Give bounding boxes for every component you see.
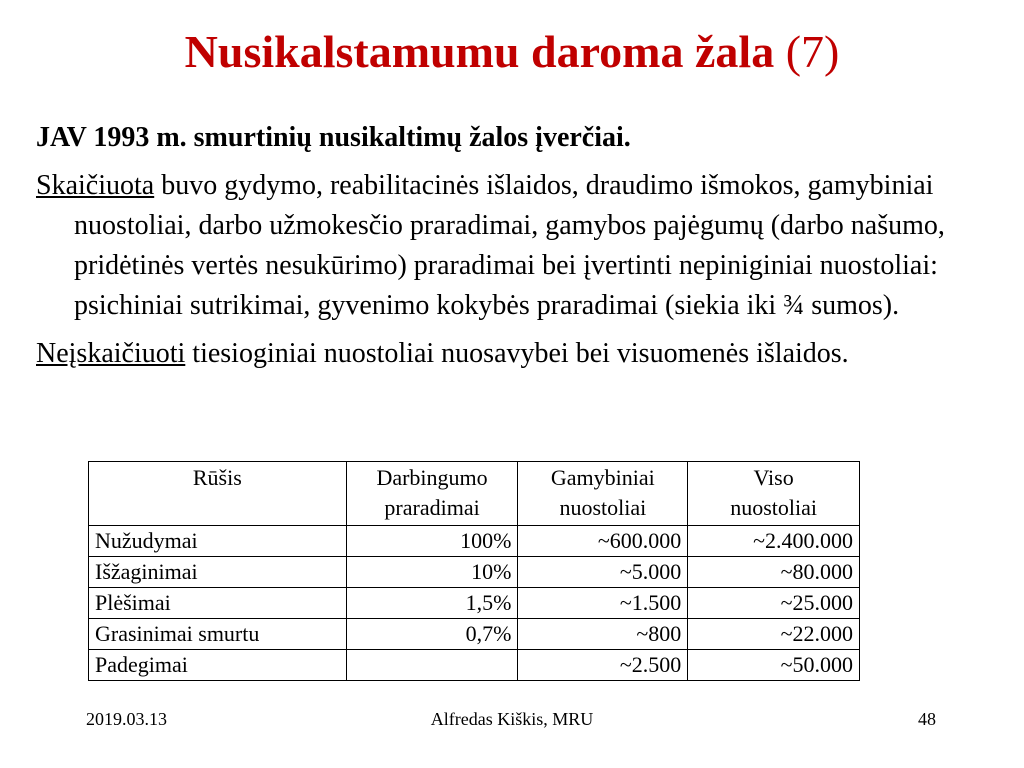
cell-total-loss: ~22.000 [688, 619, 860, 650]
cell-work-loss: 10% [346, 557, 518, 588]
table-header-row [89, 462, 860, 526]
not-included-lead: Neįskaičiuoti [36, 338, 186, 369]
footer-page-number: 48 [918, 709, 936, 729]
cell-work-loss: 1,5% [346, 588, 518, 619]
calculated-lead: Skaičiuota [36, 170, 155, 201]
cell-production-loss: ~5.000 [518, 557, 688, 588]
cell-total-loss: ~50.000 [688, 650, 860, 681]
cell-production-loss: ~2.500 [518, 650, 688, 681]
header-work-loss [346, 462, 518, 526]
slide-title [0, 24, 1024, 80]
table-row [89, 557, 860, 588]
cell-type: Grasinimai smurtu [89, 619, 347, 650]
header-total-line1: Viso [753, 465, 794, 490]
cell-work-loss: 100% [346, 526, 518, 557]
header-total-line2: nuostoliai [730, 495, 817, 520]
not-included-text: tiesioginiai nuostoliai nuosavybei bei visuomenės išlaidos. [185, 338, 849, 369]
header-type-label: Rūšis [192, 465, 242, 490]
cell-production-loss: ~1.500 [518, 588, 688, 619]
calculated-text: buvo gydymo, reabilitacinės išlaidos, draudimo išmokos, gamybiniai nuostoliai, darbo užmokesčio praradimai, gamybos pajėgumų (darbo našumo, pridėtinės vertės nesukūrimo) praradimai bei įvertinti nepiniginiai nuostoliai: psichiniai sutrikimai, gyvenimo kokybės praradimai (siekia iki ¾ sumos). [74, 170, 945, 321]
cell-work-loss [346, 650, 518, 681]
slide-body [36, 118, 986, 374]
cell-work-loss: 0,7% [346, 619, 518, 650]
footer-author: Alfredas Kiškis, MRU [430, 709, 594, 729]
cell-total-loss: ~80.000 [688, 557, 860, 588]
slide-title-suffix: (7) [785, 26, 840, 77]
slide-title-main: Nusikalstamumu daroma žala [184, 26, 775, 77]
header-work-loss-line2: praradimai [384, 495, 480, 520]
cell-type: Nužudymai [89, 526, 347, 557]
cell-total-loss: ~25.000 [688, 588, 860, 619]
calculated-paragraph [36, 166, 986, 326]
not-included-paragraph [36, 334, 986, 374]
intro-heading: JAV 1993 m. smurtinių nusikaltimų žalos įverčiai. [36, 122, 631, 153]
header-production-line1: Gamybiniai [550, 465, 655, 490]
cell-type: Padegimai [89, 650, 347, 681]
table-row [89, 526, 860, 557]
table-row [89, 588, 860, 619]
cell-type: Išžaginimai [89, 557, 347, 588]
header-type [89, 462, 347, 526]
cell-production-loss: ~600.000 [518, 526, 688, 557]
header-production-loss [518, 462, 688, 526]
cell-total-loss: ~2.400.000 [688, 526, 860, 557]
header-work-loss-line1: Darbingumo [376, 465, 488, 490]
header-production-line2: nuostoliai [559, 495, 647, 520]
table-row [89, 619, 860, 650]
cell-type: Plėšimai [89, 588, 347, 619]
footer-date: 2019.03.13 [86, 709, 167, 729]
table-row [89, 650, 860, 681]
header-total-loss [688, 462, 860, 526]
damage-table [88, 461, 860, 681]
cell-production-loss: ~800 [518, 619, 688, 650]
